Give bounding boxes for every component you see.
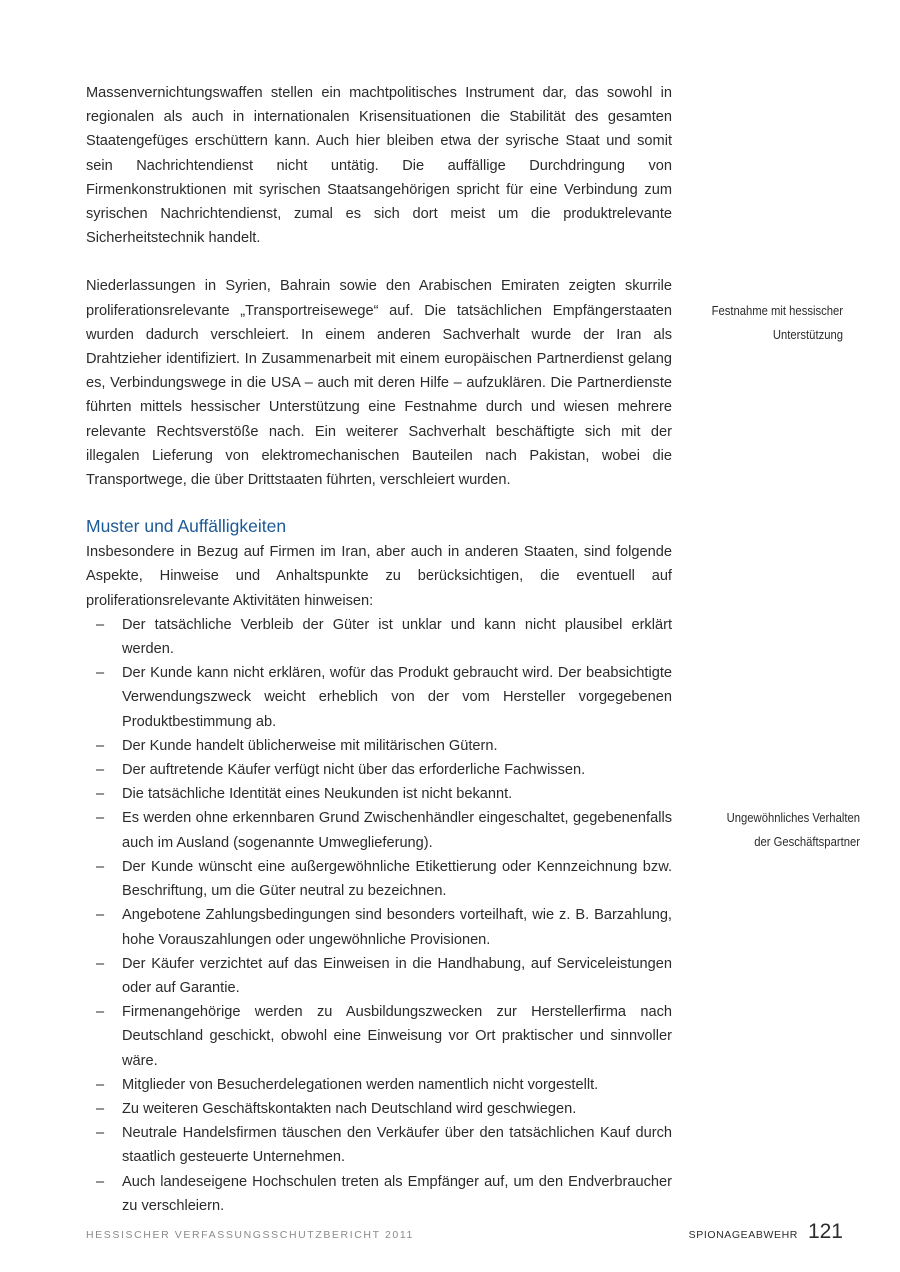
list-item-text: Zu weiteren Geschäftskontakten nach Deutschland wird geschwiegen.: [122, 1100, 577, 1117]
margin-note-line: Ungewöhnliches Verhalten: [726, 810, 860, 825]
footer-section-name: SPIONAGEABWEHR: [688, 1229, 798, 1241]
list-item-text: Der Kunde kann nicht erklären, wofür das Produkt gebraucht wird. Der beabsichtigte Verwendungszweck weicht erheblich von der vom Hersteller vorgegebenen Produktbestimmung ab.: [122, 665, 672, 730]
list-item: [86, 806, 672, 854]
list-item: [86, 855, 672, 903]
dash-bullet: –: [96, 737, 105, 754]
paragraph-1: Massenvernichtungswaffen stellen ein machtpolitisches Instrument dar, das sowohl in regionalen als auch in internationalen Krisensituationen die Stabilität des gesamten Staatengefüges erschüttern kann. Auch hier bleiben etwa der syrische Staat und somit sein Nachrichtendienst nicht untätig. Die auffällige Durchdringung von Firmenkonstruktionen mit syrischen Staatsangehörigen spricht für eine Verbindung zum syrischen Nachrichtendienst, zumal es sich dort meist um die produktrelevante Sicherheitstechnik handelt.: [86, 85, 672, 247]
indicator-list: [86, 613, 672, 1218]
dash-bullet: –: [96, 1100, 105, 1117]
list-item-text: Der tatsächliche Verbleib der Güter ist unklar und kann nicht plausibel erklärt werden.: [122, 616, 672, 658]
page-number: 121: [807, 1220, 843, 1243]
list-item-text: Angebotene Zahlungsbedingungen sind besonders vorteilhaft, wie z. B. Barzahlung, hohe Vorauszahlungen oder ungewöhnliche Provisionen.: [122, 907, 672, 948]
dash-bullet: –: [96, 858, 105, 875]
list-item-text: Neutrale Handelsfirmen täuschen den Verkäufer über den tatsächlichen Kauf durch staatlich gesteuerte Unternehmen.: [122, 1125, 672, 1166]
main-column: [86, 81, 672, 1218]
dash-bullet: –: [96, 762, 105, 779]
dash-bullet: –: [96, 1076, 105, 1093]
footer-right: [689, 1220, 843, 1244]
section-heading: Muster und Auffälligkeiten: [86, 516, 287, 537]
list-item-text: Es werden ohne erkennbaren Grund Zwischenhändler eingeschaltet, gegebenenfalls auch im Ausland (sogenannte Umweglieferung).: [122, 810, 672, 851]
footer-report-title: HESSISCHER VERFASSUNGSSCHUTZBERICHT 2011: [86, 1229, 414, 1241]
margin-note-arrest: [685, 299, 843, 347]
list-item: [86, 782, 672, 806]
list-item: [86, 613, 672, 661]
list-item-text: Der auftretende Käufer verfügt nicht über das erforderliche Fachwissen.: [122, 762, 586, 779]
margin-note-line: Festnahme mit hessischer: [711, 303, 843, 318]
list-item-text: Der Kunde wünscht eine außergewöhnliche Etikettierung oder Kennzeichnung bzw. Beschriftung, um die Güter neutral zu bezeichnen.: [122, 858, 672, 900]
list-item: [86, 734, 672, 758]
dash-bullet: –: [96, 665, 105, 682]
dash-bullet: –: [96, 955, 105, 972]
margin-note-line: Unterstützung: [772, 327, 843, 342]
dash-bullet: –: [96, 1173, 105, 1190]
dash-bullet: –: [96, 810, 105, 827]
list-item-text: Auch landeseigene Hochschulen treten als Empfänger auf, um den Endverbraucher zu verschleiern.: [122, 1173, 672, 1214]
list-item: [86, 1073, 672, 1097]
section-intro: Insbesondere in Bezug auf Firmen im Iran, aber auch in anderen Staaten, sind folgende Aspekte, Hinweise und Anhaltspunkte zu berücksichtigen, die eventuell auf proliferationsrelevante Aktivitäten hinweisen:: [86, 544, 672, 609]
list-item: [86, 1000, 672, 1073]
list-item-text: Die tatsächliche Identität eines Neukunden ist nicht bekannt.: [122, 786, 513, 803]
list-item-text: Mitglieder von Besucherdelegationen werden namentlich nicht vorgestellt.: [122, 1076, 599, 1093]
dash-bullet: –: [96, 907, 105, 924]
list-item-text: Der Kunde handelt üblicherweise mit militärischen Gütern.: [122, 737, 498, 754]
list-item: [86, 1097, 672, 1121]
margin-note-behavior: [693, 806, 860, 854]
list-item: [86, 1170, 672, 1218]
list-item: [86, 903, 672, 951]
dash-bullet: –: [96, 786, 105, 803]
list-item: [86, 1121, 672, 1169]
dash-bullet: –: [96, 1125, 105, 1142]
paragraph-2: Niederlassungen in Syrien, Bahrain sowie den Arabischen Emiraten zeigten skurrile proliferationsrelevante „Transportreisewege“ auf. Die tatsächlichen Empfängerstaaten wurden dadurch verschleiert. In einem anderen Sachverhalt wurde der Iran als Drahtzieher identifiziert. In Zusammenarbeit mit einem europäischen Partnerdienst gelang es, Verbindungswege in die USA – auch mit deren Hilfe – aufzuklären. Die Partnerdienste führten mittels hessischer Unterstützung eine Festnahme durch und wiesen mehrere relevante Rechtsverstöße nach. Ein weiterer Sachverhalt beschäftigte sich mit der illegalen Lieferung von elektromechanischen Bauteilen nach Pakistan, wobei die Transportwege, die über Drittstaaten führten, verschleiert wurden.: [86, 278, 672, 489]
dash-bullet: –: [96, 1004, 105, 1021]
margin-note-line: der Geschäftspartner: [754, 834, 860, 849]
list-item-text: Firmenangehörige werden zu Ausbildungszwecken zur Herstellerfirma nach Deutschland geschickt, obwohl eine Einweisung vor Ort praktischer und sinnvoller wäre.: [122, 1004, 672, 1069]
list-item: [86, 758, 672, 782]
list-item: [86, 952, 672, 1000]
dash-bullet: –: [96, 616, 105, 633]
list-item-text: Der Käufer verzichtet auf das Einweisen in die Handhabung, auf Serviceleistungen oder auf Garantie.: [122, 955, 672, 996]
list-item: [86, 661, 672, 734]
